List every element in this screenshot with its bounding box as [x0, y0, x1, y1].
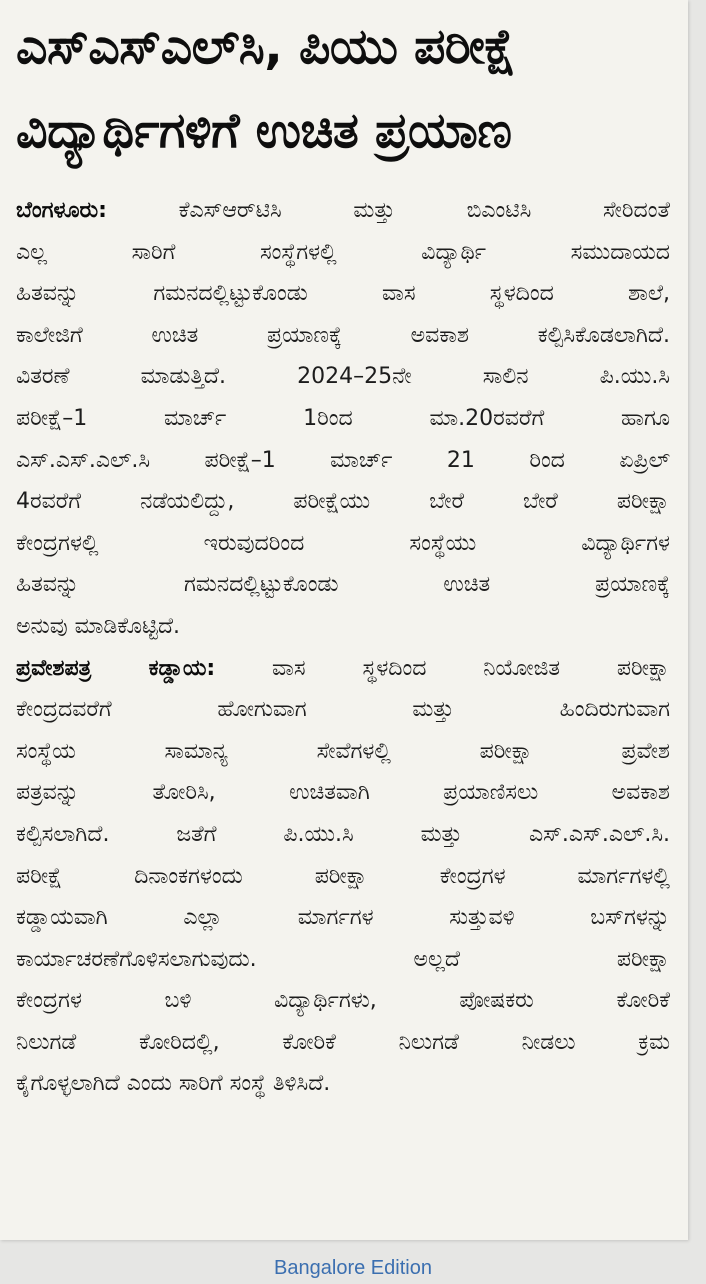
- article-line: ಕೇಂದ್ರಗಳ ಬಳಿ ವಿದ್ಯಾರ್ಥಿಗಳು, ಪೋಷಕರು ಕೋರಿಕೆ: [16, 988, 670, 1014]
- article-line: ಕಾಲೇಜಿಗೆ ಉಚಿತ ಪ್ರಯಾಣಕ್ಕೆ ಅವಕಾಶ ಕಲ್ಪಿಸಿಕೊಡಲಾಗಿದೆ.: [16, 322, 670, 348]
- dateline: ಬೆಂಗಳೂರು:: [16, 198, 107, 223]
- article-line: ಕಾರ್ಯಾಚರಣೆಗೊಳಿಸಲಾಗುವುದು. ಅಲ್ಲದೆ ಪರೀಕ್ಷಾ: [16, 946, 670, 972]
- article-line: ಕೇಂದ್ರಗಳಲ್ಲಿ ಇರುವುದರಿಂದ ಸಂಸ್ಥೆಯು ವಿದ್ಯಾರ್ಥಿಗಳ: [16, 530, 670, 556]
- article-line: ಕೈಗೊಳ್ಳಲಾಗಿದೆ ಎಂದು ಸಾರಿಗೆ ಸಂಸ್ಥೆ ತಿಳಿಸಿದೆ.: [16, 1071, 331, 1097]
- article-line: ಎಸ್.ಎಸ್.ಎಲ್.ಸಿ ಪರೀಕ್ಷೆ–1 ಮಾರ್ಚ್ 21 ರಿಂದ ಏಪ್ರಿಲ್: [16, 447, 670, 473]
- article-text: ವಾಸ ಸ್ಥಳದಿಂದ ನಿಯೋಜಿತ ಪರೀಕ್ಷಾ: [272, 655, 670, 681]
- article-line: [16, 648, 670, 690]
- article-line: ವಿತರಣೆ ಮಾಡುತ್ತಿದೆ. 2024–25ನೇ ಸಾಲಿನ ಪಿ.ಯು.ಸಿ: [16, 364, 670, 390]
- article-text: ಕೆಎಸ್‌ಆರ್‌ಟಿಸಿ ಮತ್ತು ಬಿಎಂಟಿಸಿ ಸೇರಿದಂತೆ: [178, 198, 670, 223]
- article-line: ಹಿತವನ್ನು ಗಮನದಲ್ಲಿಟ್ಟುಕೊಂಡು ಉಚಿತ ಪ್ರಯಾಣಕ್ಕೆ: [16, 572, 670, 598]
- article-line: 4ರವರೆಗೆ ನಡೆಯಲಿದ್ದು, ಪರೀಕ್ಷೆಯು ಬೇರೆ ಬೇರೆ ಪರೀಕ್ಷಾ: [16, 489, 670, 515]
- article-line: ಪತ್ರವನ್ನು ತೋರಿಸಿ, ಉಚಿತವಾಗಿ ಪ್ರಯಾಣಿಸಲು ಅವಕಾಶ: [16, 780, 670, 806]
- article-body: [16, 190, 670, 1105]
- article-line: ಸಂಸ್ಥೆಯ ಸಾಮಾನ್ಯ ಸೇವೆಗಳಲ್ಲಿ ಪರೀಕ್ಷಾ ಪ್ರವೇಶ: [16, 738, 670, 764]
- edition-caption: Bangalore Edition: [274, 1257, 432, 1279]
- article-line: ಕೇಂದ್ರದವರೆಗೆ ಹೋಗುವಾಗ ಮತ್ತು ಹಿಂದಿರುಗುವಾಗ: [16, 697, 670, 723]
- article-line: ಕಡ್ಡಾಯವಾಗಿ ಎಲ್ಲಾ ಮಾರ್ಗಗಳ ಸುತ್ತುವಳಿ ಬಸ್‌ಗಳನ್ನು: [16, 905, 670, 931]
- article-line: ನಿಲುಗಡೆ ಕೋರಿದಲ್ಲಿ, ಕೋರಿಕೆ ನಿಲುಗಡೆ ನೀಡಲು ಕ್ರಮ: [16, 1029, 670, 1055]
- article-line: [16, 190, 670, 232]
- article-line: ಅನುವು ಮಾಡಿಕೊಟ್ಟಿದೆ.: [16, 613, 181, 639]
- subheading: ಪ್ರವೇಶಪತ್ರ ಕಡ್ಡಾಯ:: [16, 655, 216, 681]
- article-line: ಪರೀಕ್ಷೆ ದಿನಾಂಕಗಳಂದು ಪರೀಕ್ಷಾ ಕೇಂದ್ರಗಳ ಮಾರ್ಗಗಳಲ್ಲಿ: [16, 863, 670, 889]
- article-line: ಪರೀಕ್ಷೆ–1 ಮಾರ್ಚ್ 1ರಿಂದ ಮಾ.20ರವರೆಗೆ ಹಾಗೂ: [16, 405, 670, 431]
- headline-line-2: ವಿದ್ಯಾರ್ಥಿಗಳಿಗೆ ಉಚಿತ ಪ್ರಯಾಣ: [16, 102, 512, 159]
- headline-line-1: ಎಸ್‌ಎಸ್‌ಎಲ್‌ಸಿ, ಪಿಯು ಪರೀಕ್ಷೆ: [16, 18, 516, 75]
- article-line: ಎಲ್ಲ ಸಾರಿಗೆ ಸಂಸ್ಥೆಗಳಲ್ಲಿ ವಿದ್ಯಾರ್ಥಿ ಸಮುದಾಯದ: [16, 239, 670, 265]
- article-line: ಹಿತವನ್ನು ಗಮನದಲ್ಲಿಟ್ಟುಕೊಂಡು ವಾಸ ಸ್ಥಳದಿಂದ ಶಾಲೆ,: [16, 281, 670, 307]
- article-line: ಕಲ್ಪಿಸಲಾಗಿದೆ. ಜತೆಗೆ ಪಿ.ಯು.ಸಿ ಮತ್ತು ಎಸ್.ಎಸ್.ಎಲ್.ಸಿ.: [16, 821, 670, 847]
